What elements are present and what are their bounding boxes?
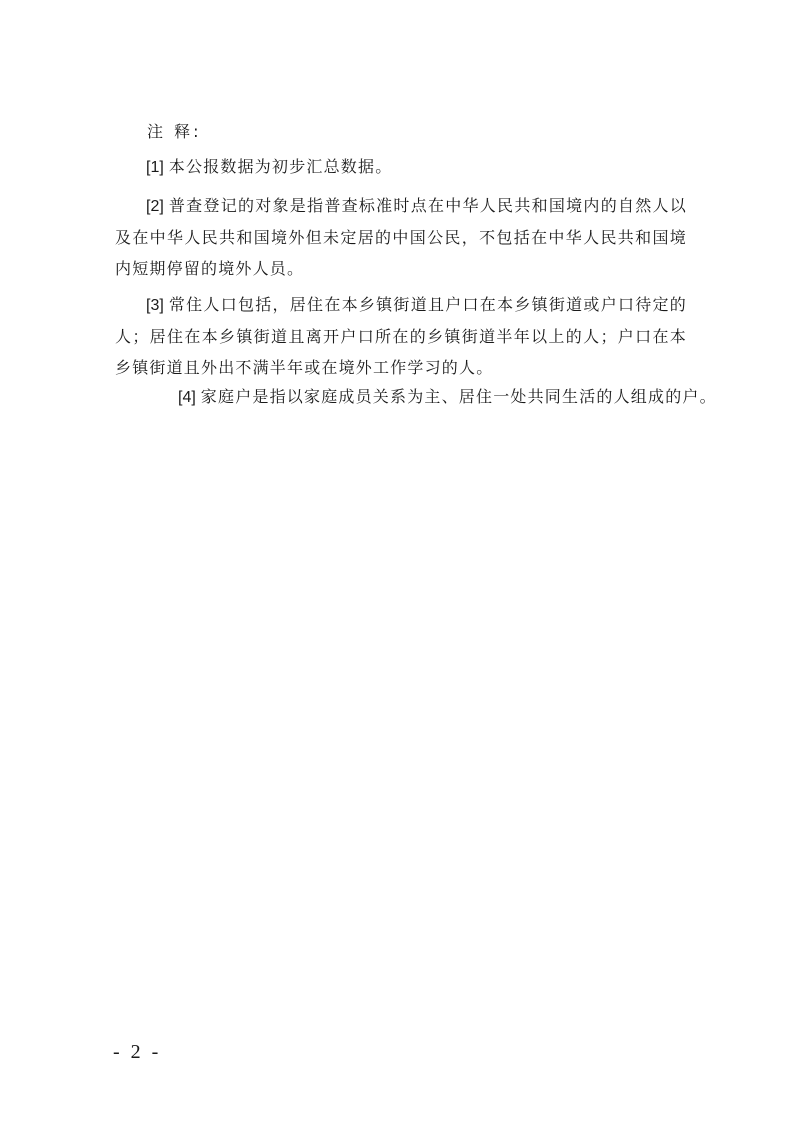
note-1-number: [1]: [146, 159, 164, 176]
note-2-text: 普查登记的对象是指普查标准时点在中华人民共和国境内的自然人以及在中华人民共和国境外但未定居的中国公民，不包括在中华人民共和国境内短期停留的境外人员。: [115, 196, 687, 278]
note-3-text: 常住人口包括，居住在本乡镇街道且户口在本乡镇街道或户口待定的人；居住在本乡镇街道且离开户口所在的乡镇街道半年以上的人；户口在本乡镇街道且外出不满半年或在境外工作学习的人。: [115, 295, 687, 377]
note-1-text: 本公报数据为初步汇总数据。: [168, 157, 393, 176]
note-2: [115, 190, 687, 284]
note-1: [115, 151, 687, 183]
note-4: [178, 381, 717, 413]
notes-heading: 注 释:: [147, 122, 202, 141]
page-number: - 2 -: [113, 1041, 162, 1063]
note-2-number: [2]: [146, 198, 164, 215]
note-3: [115, 289, 687, 383]
note-4-text: 家庭户是指以家庭成员关系为主、居住一处共同生活的人组成的户。: [200, 387, 717, 406]
note-4-number: [4]: [178, 389, 196, 406]
note-3-number: [3]: [146, 297, 164, 314]
